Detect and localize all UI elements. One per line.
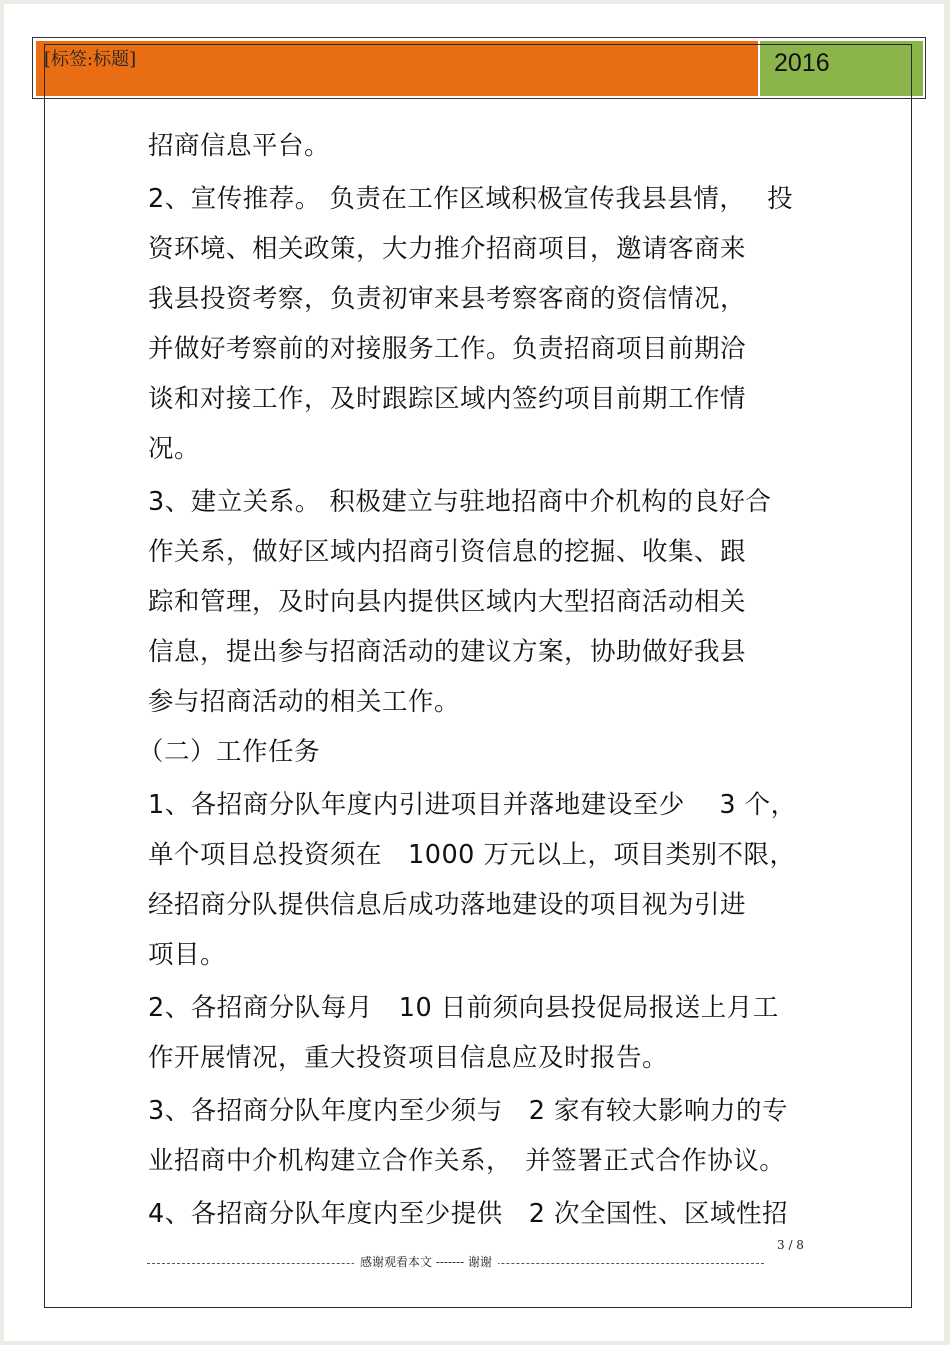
text-line: 4、各招商分队年度内至少提供 2 次全国性、区域性招 <box>148 1199 789 1229</box>
text-line: 作开展情况，重大投资项目信息应及时报告。 <box>148 1043 669 1073</box>
header-tag: [标签:标题] <box>44 49 137 70</box>
text-line: 1、各招商分队年度内引进项目并落地建设至少 3 个， <box>148 790 797 820</box>
text-line: 单个项目总投资须在 1000 万元以上，项目类别不限， <box>148 840 796 870</box>
text-line: 并做好考察前的对接服务工作。负责招商项目前期洽 <box>148 334 747 364</box>
text-line: 业招商中介机构建立合作关系， 并签署正式合作协议。 <box>148 1146 786 1176</box>
text-line: 资环境、相关政策，大力推介招商项目，邀请客商来 <box>148 234 747 264</box>
text-line: 2、宣传推荐。 负责在工作区域积极宣传我县县情， 投 <box>148 184 794 214</box>
page-number: 3 / 8 <box>777 1238 804 1252</box>
text-line: 参与招商活动的相关工作。 <box>148 687 461 717</box>
header-year: 2016 <box>774 49 830 77</box>
text-line: 谈和对接工作，及时跟踪区域内签约项目前期工作情 <box>148 384 747 414</box>
text-line: 2、各招商分队每月 10 日前须向县投促局报送上月工 <box>148 993 779 1023</box>
footer-label: 感谢观看本文 ------- 谢谢 <box>354 1253 498 1270</box>
text-line: 作关系，做好区域内招商引资信息的挖掘、收集、跟 <box>148 537 747 567</box>
body-text <box>138 121 828 1239</box>
text-line: 信息，提出参与招商活动的建议方案，协助做好我县 <box>148 637 747 667</box>
text-line: 况。 <box>148 434 201 464</box>
text-line: 经招商分队提供信息后成功落地建设的项目视为引进 <box>148 890 747 920</box>
text-line: 招商信息平台。 <box>148 131 331 161</box>
text-line: 3、各招商分队年度内至少须与 2 家有较大影响力的专 <box>148 1096 789 1126</box>
text-line: 踪和管理，及时向县内提供区域内大型招商活动相关 <box>148 587 747 617</box>
text-line: 我县投资考察，负责初审来县考察客商的资信情况， <box>148 284 747 314</box>
document-page <box>4 4 944 1341</box>
section-heading: （二）工作任务 <box>138 737 321 767</box>
text-line: 3、建立关系。 积极建立与驻地招商中介机构的良好合 <box>148 487 772 517</box>
text-line: 项目。 <box>148 940 227 970</box>
